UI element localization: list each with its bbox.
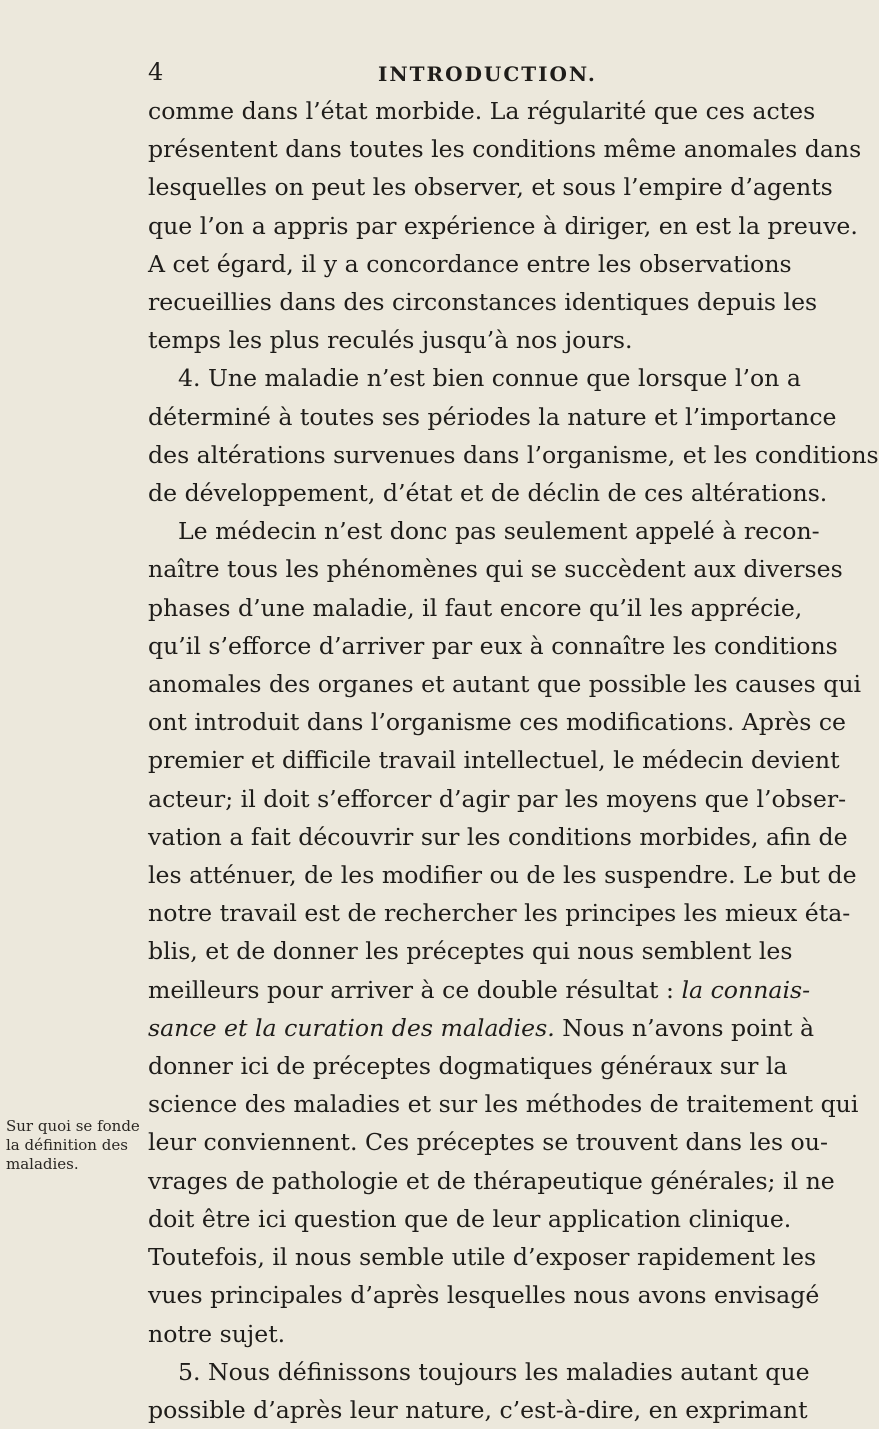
margin-note-line: maladies. <box>6 1155 79 1173</box>
text-line: science des maladies et sur les méthodes de traitement qui <box>148 1090 859 1119</box>
paragraph-start: Le médecin n’est donc pas seulement appelé à recon- <box>178 517 820 546</box>
text-line: notre travail est de rechercher les principes les mieux éta- <box>148 899 851 928</box>
text-segment: meilleurs pour arriver à ce double résultat : <box>148 975 674 1004</box>
text-line: les atténuer, de les modifier ou de les suspendre. Le but de <box>148 861 857 890</box>
text-line: A cet égard, il y a concordance entre les observations <box>148 249 792 278</box>
text-line: possible d’après leur nature, c’est-à-dire, en exprimant <box>148 1395 808 1424</box>
paragraph-4-start: 4. Une maladie n’est bien connue que lorsque l’on a <box>178 364 801 393</box>
margin-note-line: Sur quoi se fonde <box>6 1117 140 1135</box>
page-number: 4 <box>148 58 165 86</box>
italic-segment: la connais- <box>681 975 811 1004</box>
text-line: ont introduit dans l’organisme ces modifications. Après ce <box>148 708 846 737</box>
text-line: notre sujet. <box>148 1319 286 1348</box>
body-text <box>148 92 879 1429</box>
text-line: vues principales d’après lesquelles nous avons envisagé <box>148 1281 820 1310</box>
text-line: acteur; il doit s’efforcer d’agir par les moyens que l’obser- <box>148 784 847 813</box>
italic-segment: sance et la curation des maladies. <box>148 1013 555 1042</box>
text-line: anomales des organes et autant que possible les causes qui <box>148 670 862 699</box>
page-header <box>0 58 800 92</box>
text-line: comme dans l’état morbide. La régularité que ces actes <box>148 97 816 125</box>
text-line: de développement, d’état et de déclin de ces altérations. <box>148 479 828 508</box>
text-line: blis, et de donner les préceptes qui nous semblent les <box>148 937 793 966</box>
text-line: présentent dans toutes les conditions même anomales dans <box>148 135 862 164</box>
text-segment: Nous n’avons point à <box>562 1013 815 1042</box>
text-line <box>148 971 811 1009</box>
text-line: des altérations survenues dans l’organisme, et les conditions <box>148 440 879 469</box>
text-line: naître tous les phénomènes qui se succèdent aux diverses <box>148 555 843 584</box>
running-title: INTRODUCTION. <box>378 62 597 86</box>
text-line: phases d’une maladie, il faut encore qu’il les apprécie, <box>148 593 803 622</box>
text-line: temps les plus reculés jusqu’à nos jours. <box>148 326 633 355</box>
text-line <box>148 1009 815 1047</box>
margin-note <box>6 1117 140 1174</box>
text-line: que l’on a appris par expérience à diriger, en est la preuve. <box>148 211 858 240</box>
text-line: donner ici de préceptes dogmatiques généraux sur la <box>148 1052 788 1081</box>
text-line: vation a fait découvrir sur les conditions morbides, afin de <box>148 822 848 851</box>
text-line: vrages de pathologie et de thérapeutique générales; il ne <box>148 1166 835 1195</box>
text-line: doit être ici question que de leur application clinique. <box>148 1204 792 1233</box>
margin-note-line: la définition des <box>6 1136 128 1154</box>
text-line: premier et difficile travail intellectuel, le médecin devient <box>148 746 840 775</box>
text-line: déterminé à toutes ses périodes la nature et l’importance <box>148 402 837 431</box>
text-line: recueillies dans des circonstances identiques depuis les <box>148 288 818 317</box>
text-line: qu’il s’efforce d’arriver par eux à connaître les conditions <box>148 631 838 660</box>
text-line: Toutefois, il nous semble utile d’exposer rapidement les <box>148 1243 817 1272</box>
text-line: leur conviennent. Ces préceptes se trouvent dans les ou- <box>148 1128 828 1157</box>
text-line: lesquelles on peut les observer, et sous l’empire d’agents <box>148 173 833 202</box>
paragraph-5-start: 5. Nous définissons toujours les maladies autant que <box>178 1357 810 1386</box>
